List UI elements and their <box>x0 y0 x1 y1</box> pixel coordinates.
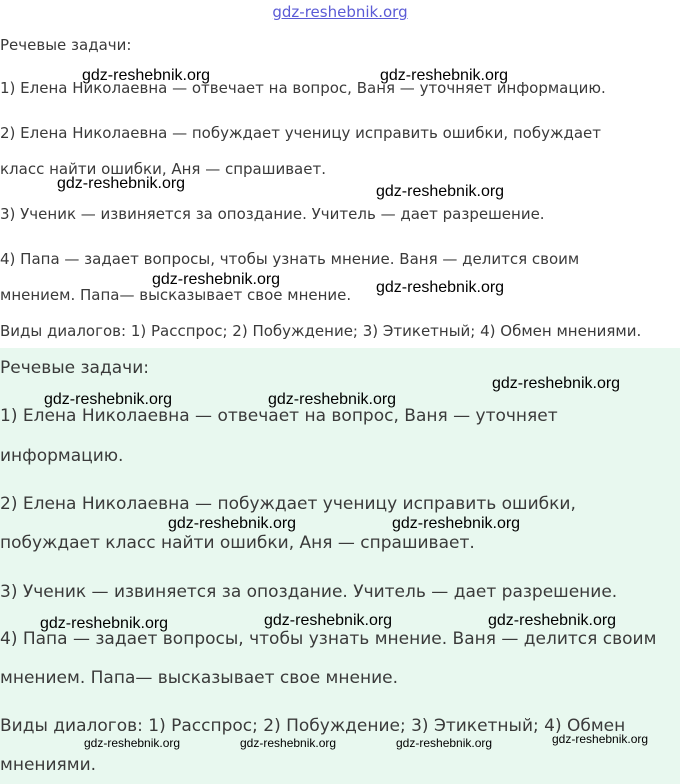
bottom-answer-block <box>0 348 680 784</box>
top-line-5: 4) Папа — задает вопросы, чтобы узнать мнение. Ваня — делится своим <box>0 250 580 268</box>
watermark: gdz-reshebnik.org <box>268 391 397 408</box>
bottom-line-7: мнением. Папа— высказывает свое мнение. <box>0 668 398 688</box>
watermark: gdz-reshebnik.org <box>396 736 493 750</box>
top-line-7: Виды диалогов: 1) Расспрос; 2) Побуждение; 3) Этикетный; 4) Обмен мнениями. <box>0 322 642 340</box>
top-answer-block <box>0 0 680 348</box>
top-line-3: класс найти ошибки, Аня — спрашивает. <box>0 160 326 178</box>
watermark: gdz-reshebnik.org <box>380 67 509 84</box>
top-line-2: 2) Елена Николаевна — побуждает ученицу исправить ошибки, побуждает <box>0 124 602 142</box>
watermark: gdz-reshebnik.org <box>57 175 186 192</box>
bottom-heading: Речевые задачи: <box>0 358 149 378</box>
watermark: gdz-reshebnik.org <box>488 612 617 629</box>
bottom-line-2: информацию. <box>0 446 124 466</box>
bottom-line-9: мнениями. <box>0 755 97 775</box>
watermark: gdz-reshebnik.org <box>82 67 211 84</box>
watermark: gdz-reshebnik.org <box>376 183 505 200</box>
top-line-6: мнением. Папа— высказывает свое мнение. <box>0 286 352 304</box>
watermark: gdz-reshebnik.org <box>84 736 181 750</box>
watermark: gdz-reshebnik.org <box>168 515 297 532</box>
watermark: gdz-reshebnik.org <box>152 271 281 288</box>
bottom-line-8: Виды диалогов: 1) Расспрос; 2) Побуждение; 3) Этикетный; 4) Обмен <box>0 716 626 736</box>
watermark: gdz-reshebnik.org <box>44 391 173 408</box>
bottom-line-1: 1) Елена Николаевна — отвечает на вопрос, Ваня — уточняет <box>0 406 558 426</box>
bottom-line-4: побуждает класс найти ошибки, Аня — спрашивает. <box>0 533 475 553</box>
watermark: gdz-reshebnik.org <box>376 279 505 296</box>
bottom-line-6: 4) Папа — задает вопросы, чтобы узнать мнение. Ваня — делится своим <box>0 629 657 649</box>
header-watermark: gdz-reshebnik.org <box>272 3 408 21</box>
watermark: gdz-reshebnik.org <box>492 375 621 392</box>
bottom-line-3: 2) Елена Николаевна — побуждает ученицу исправить ошибки, <box>0 494 576 514</box>
watermark: gdz-reshebnik.org <box>240 736 337 750</box>
top-heading: Речевые задачи: <box>0 36 132 54</box>
watermark: gdz-reshebnik.org <box>264 612 393 629</box>
top-line-1: 1) Елена Николаевна — отвечает на вопрос, Ваня — уточняет информацию. <box>0 79 606 97</box>
watermark: gdz-reshebnik.org <box>392 515 521 532</box>
bottom-line-5: 3) Ученик — извиняется за опоздание. Учитель — дает разрешение. <box>0 582 618 602</box>
watermark: gdz-reshebnik.org <box>552 732 649 746</box>
top-line-4: 3) Ученик — извиняется за опоздание. Учитель — дает разрешение. <box>0 205 545 223</box>
watermark: gdz-reshebnik.org <box>40 615 169 632</box>
